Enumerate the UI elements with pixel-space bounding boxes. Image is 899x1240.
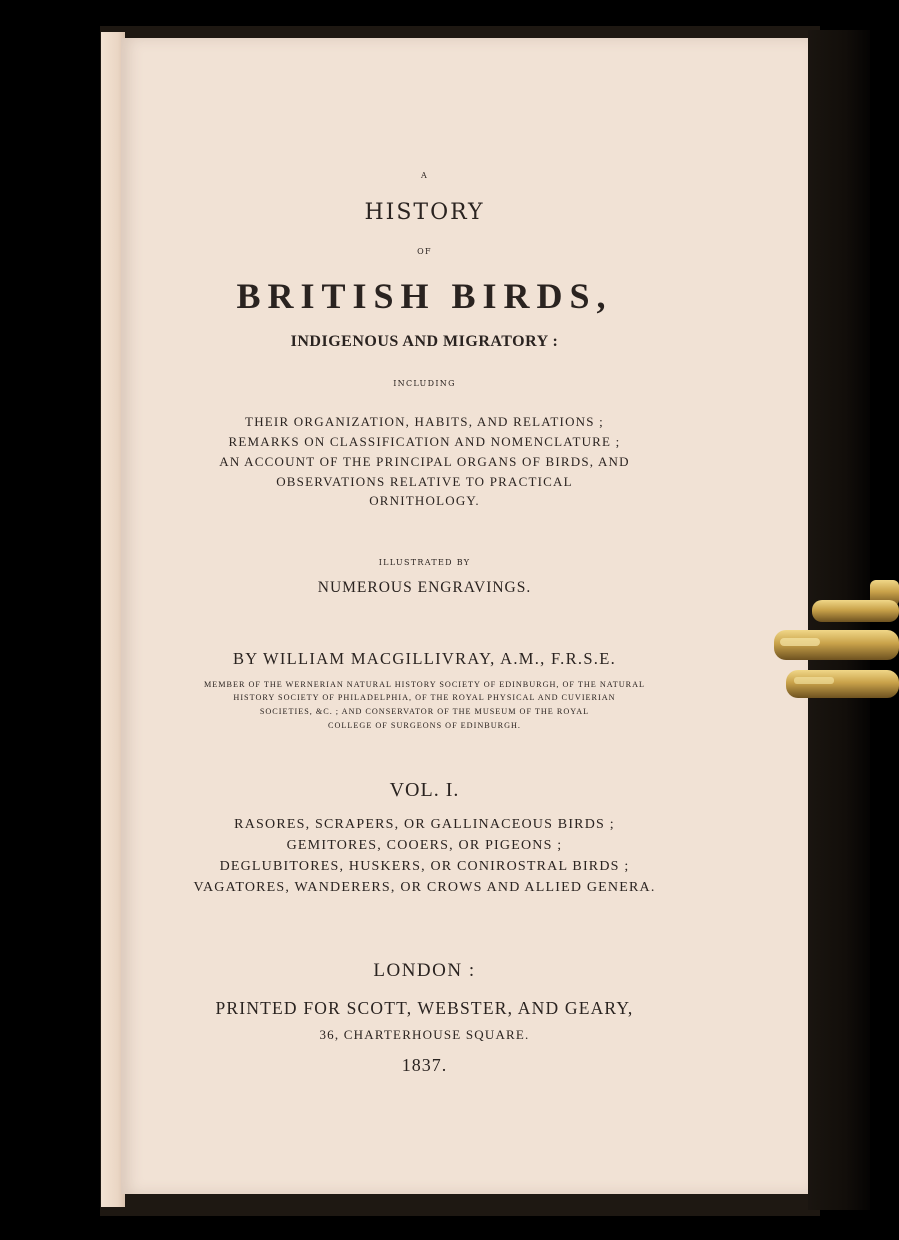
- volume-label: VOL. I.: [389, 779, 460, 801]
- title-history: HISTORY: [364, 200, 485, 225]
- illustrated-by-label: ILLUSTRATED BY: [378, 558, 471, 567]
- scope-line: REMARKS ON CLASSIFICATION AND NOMENCLATURE ;: [228, 434, 621, 449]
- scope-line: OBSERVATIONS RELATIVE TO PRACTICAL: [276, 474, 573, 489]
- contents-line: GEMITORES, COOERS, OR PIGEONS ;: [286, 838, 563, 853]
- year-label: 1837.: [401, 1055, 448, 1075]
- subtitle: INDIGENOUS AND MIGRATORY :: [290, 333, 559, 350]
- credential-line: HISTORY SOCIETY OF PHILADELPHIA, OF THE ROYAL PHYSICAL AND CUVIERIAN: [233, 693, 616, 702]
- including-label: INCLUDING: [393, 379, 456, 388]
- credential-line: MEMBER OF THE WERNERIAN NATURAL HISTORY SOCIETY OF EDINBURGH, OF THE NATURAL: [203, 680, 646, 689]
- contents-line: VAGATORES, WANDERERS, OR CROWS AND ALLIED GENERA.: [193, 880, 656, 895]
- scope-line: THEIR ORGANIZATION, HABITS, AND RELATIONS ;: [245, 414, 604, 429]
- address-line: 36, CHARTERHOUSE SQUARE.: [319, 1027, 530, 1042]
- engravings-label: NUMEROUS ENGRAVINGS.: [317, 579, 532, 596]
- scope-line: ORNITHOLOGY.: [369, 493, 480, 508]
- brass-clasp-icon: [772, 578, 899, 704]
- credential-line: SOCIETIES, &C. ; AND CONSERVATOR OF THE MUSEUM OF THE ROYAL: [259, 707, 590, 716]
- contents-line: RASORES, SCRAPERS, OR GALLINACEOUS BIRDS ;: [234, 817, 615, 832]
- title-of: OF: [417, 247, 432, 256]
- article-a: A: [420, 171, 429, 180]
- contents-line: DEGLUBITORES, HUSKERS, OR CONIROSTRAL BIRDS ;: [219, 859, 630, 874]
- credential-line: COLLEGE OF SURGEONS OF EDINBURGH.: [328, 721, 521, 730]
- printer-line: PRINTED FOR SCOTT, WEBSTER, AND GEARY,: [215, 998, 634, 1018]
- scope-line: AN ACCOUNT OF THE PRINCIPAL ORGANS OF BIRDS, AND: [219, 454, 630, 469]
- city-label: LONDON :: [373, 960, 476, 981]
- author-line: BY WILLIAM MACGILLIVRAY, A.M., F.R.S.E.: [232, 649, 617, 668]
- main-title: BRITISH BIRDS,: [236, 276, 613, 316]
